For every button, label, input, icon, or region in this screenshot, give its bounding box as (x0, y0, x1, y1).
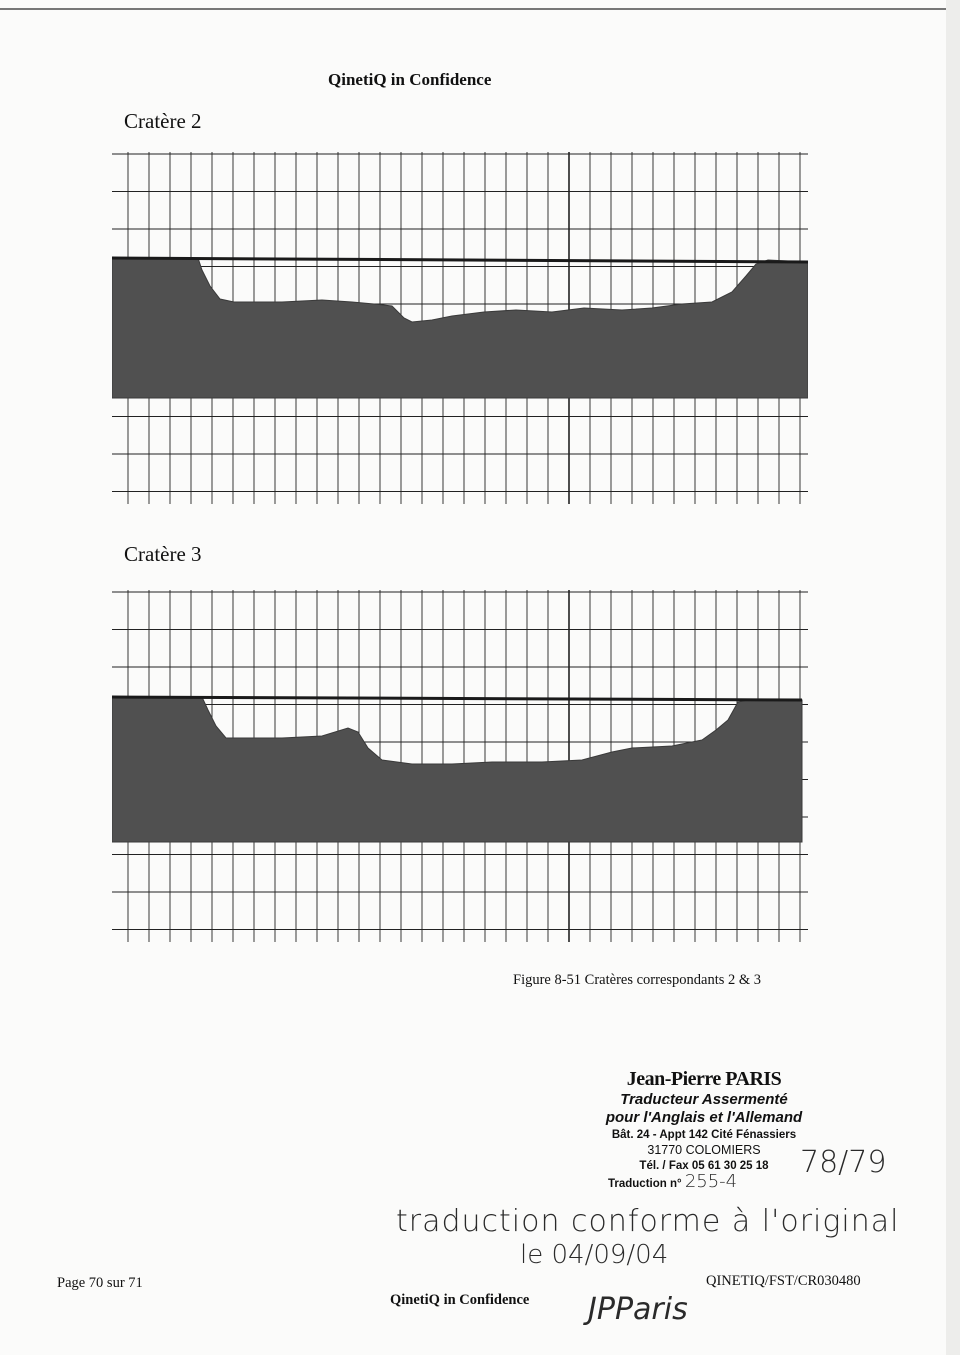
document-reference: QINETIQ/FST/CR030480 (706, 1273, 861, 1289)
crater-3-section (112, 697, 802, 842)
scan-right-edge (946, 0, 960, 1355)
stamp-role-1: Traducteur Assermenté (620, 1091, 788, 1108)
stamp-translation-label: Traduction n° 255-4 (608, 1171, 738, 1192)
crater-2-profile (112, 152, 808, 504)
crater-3-profile (112, 590, 808, 942)
stamp-name: Jean-Pierre PARIS (626, 1068, 782, 1090)
scan-top-border (0, 8, 948, 10)
crater-2-title: Cratère 2 (124, 109, 202, 133)
page-number: Page 70 sur 71 (57, 1275, 143, 1291)
stamp-role-2: pour l'Anglais et l'Allemand (605, 1109, 803, 1126)
crater-2-reference-line (112, 258, 808, 262)
figure-caption: Figure 8-51 Cratères correspondants 2 & 3 (513, 972, 762, 988)
handwritten-date: le 04/09/04 (520, 1240, 669, 1270)
handwritten-page-count: 78/79 (800, 1145, 887, 1180)
stamp-phone: Tél. / Fax 05 61 30 25 18 (639, 1160, 769, 1172)
footer-confidentiality: QinetiQ in Confidence (390, 1292, 530, 1308)
handwritten-signature: JPParis (588, 1292, 688, 1327)
header-confidentiality: QinetiQ in Confidence (328, 70, 492, 89)
crater-2-section (112, 258, 808, 398)
translator-stamp (588, 1068, 820, 1192)
handwritten-translation-number: 255-4 (684, 1171, 738, 1192)
stamp-address-2: 31770 COLOMIERS (647, 1143, 761, 1157)
crater-3-reference-line (112, 697, 802, 700)
stamp-address-1: Bât. 24 - Appt 142 Cité Fénassiers (611, 1129, 797, 1141)
handwritten-certification: traduction conforme à l'original (396, 1204, 900, 1239)
crater-3-title: Cratère 3 (124, 542, 202, 566)
